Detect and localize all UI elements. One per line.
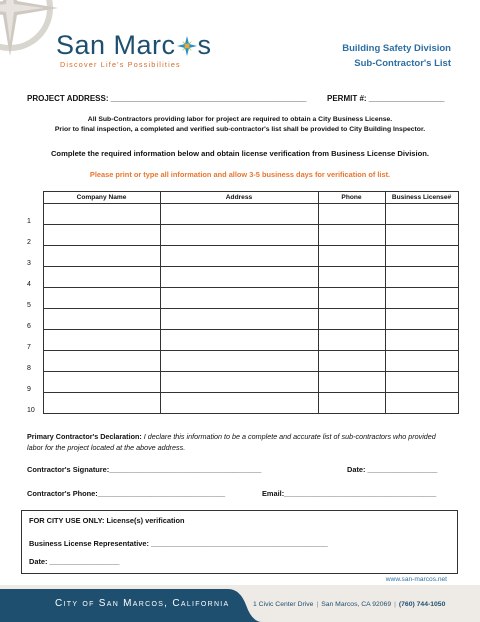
license-cell[interactable] — [385, 309, 458, 330]
column-header-phone: Phone — [318, 192, 385, 204]
row-number: 6 — [26, 309, 43, 330]
compass-watermark-icon — [0, 0, 58, 56]
row-number: 10 — [26, 393, 43, 414]
address-cell[interactable] — [160, 267, 318, 288]
column-header-company: Company Name — [43, 192, 160, 204]
phone-cell[interactable] — [318, 204, 385, 225]
address-cell[interactable] — [160, 288, 318, 309]
company-cell[interactable] — [43, 330, 160, 351]
license-rep-field[interactable]: Business License Representative: ___________________________________________ — [29, 539, 328, 548]
license-cell[interactable] — [385, 288, 458, 309]
address-cell[interactable] — [160, 351, 318, 372]
company-cell[interactable] — [43, 246, 160, 267]
license-cell[interactable] — [385, 246, 458, 267]
declaration-text: I declare this information to be a complete and accurate list of sub-contractors who provided labor for the project located at the above address. — [27, 432, 436, 452]
address-cell[interactable] — [160, 372, 318, 393]
phone-cell[interactable] — [318, 267, 385, 288]
address-cell[interactable] — [160, 309, 318, 330]
city-use-title: FOR CITY USE ONLY: License(s) verification — [29, 516, 185, 525]
row-number: 7 — [26, 330, 43, 351]
company-cell[interactable] — [43, 288, 160, 309]
address-cell[interactable] — [160, 225, 318, 246]
footer-city-name: City of San Marcos, California — [55, 598, 230, 609]
table-row — [26, 288, 458, 309]
division-header — [342, 41, 451, 71]
address-cell[interactable] — [160, 393, 318, 414]
declaration — [27, 431, 447, 453]
division-name: Building Safety Division — [342, 43, 451, 54]
complete-instructions: Complete the required information below and obtain license verification from Business License Division. — [50, 149, 430, 158]
table-row — [26, 246, 458, 267]
column-header-license: Business License# — [385, 192, 458, 204]
website-link[interactable]: www.san-marcos.net — [385, 576, 447, 583]
table-row — [26, 393, 458, 414]
license-cell[interactable] — [385, 372, 458, 393]
address-cell[interactable] — [160, 330, 318, 351]
row-number: 9 — [26, 372, 43, 393]
logo-tagline: Discover Life's Possibilities — [60, 60, 181, 69]
permit-number-field[interactable]: PERMIT #: _________________ — [327, 94, 445, 103]
subcontractor-table — [26, 191, 459, 414]
phone-cell[interactable] — [318, 330, 385, 351]
declaration-label: Primary Contractor's Declaration: — [27, 432, 142, 441]
table-row — [26, 309, 458, 330]
footer-address: 1 Civic Center Drive | San Marcos, CA 92069 | (760) 744-1050 — [253, 601, 446, 608]
phone-cell[interactable] — [318, 393, 385, 414]
table-row — [26, 267, 458, 288]
company-cell[interactable] — [43, 351, 160, 372]
table-row — [26, 204, 458, 225]
table-header-number — [26, 192, 43, 204]
license-cell[interactable] — [385, 351, 458, 372]
company-cell[interactable] — [43, 267, 160, 288]
phone-cell[interactable] — [318, 246, 385, 267]
row-number: 5 — [26, 288, 43, 309]
contractor-signature-field[interactable]: Contractor's Signature:_____________________________________ — [27, 465, 262, 474]
logo-wordmark: San Marc s — [56, 30, 212, 60]
footer-city-zip: San Marcos, CA 92069 — [321, 601, 392, 608]
city-use-date-field[interactable]: Date: _________________ — [29, 557, 120, 566]
intro-text — [0, 115, 480, 135]
city-use-box — [21, 510, 458, 574]
address-cell[interactable] — [160, 246, 318, 267]
print-instructions: Please print or type all information and allow 3-5 business days for verification of list. — [89, 170, 391, 179]
license-cell[interactable] — [385, 393, 458, 414]
table-row — [26, 225, 458, 246]
row-number: 1 — [26, 204, 43, 225]
phone-cell[interactable] — [318, 225, 385, 246]
license-cell[interactable] — [385, 330, 458, 351]
company-cell[interactable] — [43, 309, 160, 330]
column-header-address: Address — [160, 192, 318, 204]
company-cell[interactable] — [43, 204, 160, 225]
phone-cell[interactable] — [318, 351, 385, 372]
table-header-row — [26, 192, 458, 204]
table-row — [26, 372, 458, 393]
form-title: Sub-Contractor's List — [354, 58, 451, 69]
row-number: 4 — [26, 267, 43, 288]
phone-cell[interactable] — [318, 309, 385, 330]
phone-cell[interactable] — [318, 288, 385, 309]
footer-phone: (760) 744-1050 — [398, 601, 446, 608]
company-cell[interactable] — [43, 225, 160, 246]
row-number: 2 — [26, 225, 43, 246]
table-row — [26, 330, 458, 351]
license-cell[interactable] — [385, 225, 458, 246]
company-cell[interactable] — [43, 372, 160, 393]
contractor-phone-field[interactable]: Contractor's Phone:_______________________________ — [27, 489, 226, 498]
license-cell[interactable] — [385, 267, 458, 288]
footer-street: 1 Civic Center Drive — [253, 601, 314, 608]
license-cell[interactable] — [385, 204, 458, 225]
contractor-email-field[interactable]: Email:_____________________________________ — [262, 489, 437, 498]
intro-line-2: Prior to final inspection, a completed and verified sub-contractor's list shall be provided to City Building Inspector. — [54, 126, 426, 133]
intro-line-1: All Sub-Contractors providing labor for project are required to obtain a City Business License. — [87, 116, 393, 123]
row-number: 3 — [26, 246, 43, 267]
phone-cell[interactable] — [318, 372, 385, 393]
row-number: 8 — [26, 351, 43, 372]
signature-date-field[interactable]: Date: _________________ — [347, 465, 438, 474]
project-address-field[interactable]: PROJECT ADDRESS: ____________________________________________ — [27, 94, 307, 103]
city-logo — [56, 31, 212, 69]
address-cell[interactable] — [160, 204, 318, 225]
company-cell[interactable] — [43, 393, 160, 414]
table-row — [26, 351, 458, 372]
logo-star-icon — [177, 36, 197, 56]
